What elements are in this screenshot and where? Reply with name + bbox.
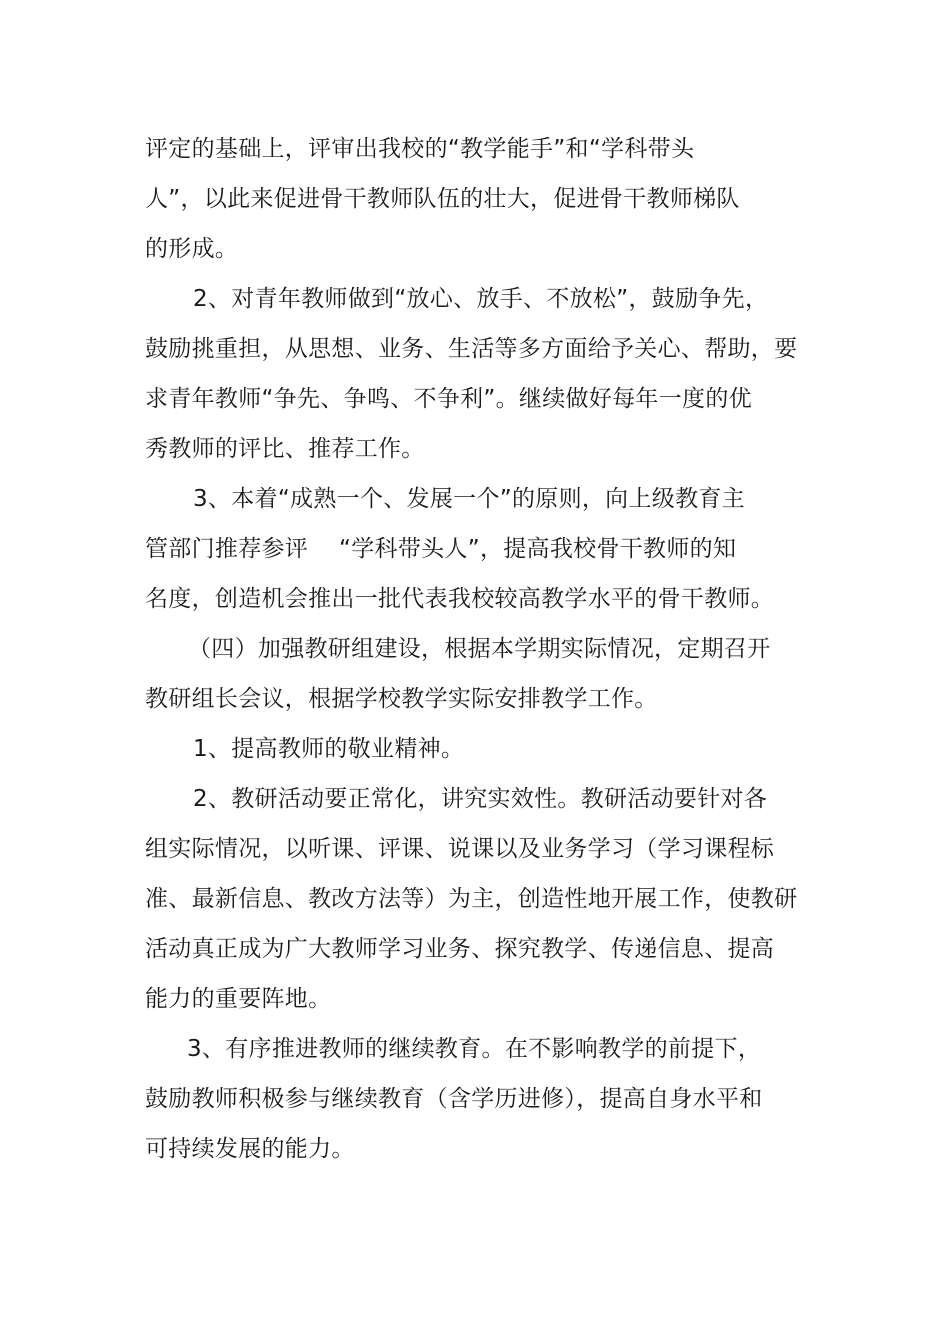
text-line: 求青年教师“争先、争鸣、不争利”。继续做好每年一度的优 [145, 386, 752, 412]
text-line: 名度，创造机会推出一批代表我校较高教学水平的骨干教师。 [145, 586, 775, 612]
text-line: 2、对青年教师做到“放心、放手、不放松”，鼓励争先， [193, 286, 769, 312]
text-line: 3、有序推进教师的继续教育。在不影响教学的前提下， [187, 1036, 762, 1062]
text-line: 可持续发展的能力。 [145, 1136, 355, 1162]
text-line: 评定的基础上，评审出我校的“教学能手”和“学科带头 [145, 136, 695, 162]
text-line: 秀教师的评比、推荐工作。 [145, 436, 425, 462]
text-line: （四）加强教研组建设，根据本学期实际情况，定期召开 [188, 636, 771, 662]
text-line: 鼓励挑重担，从思想、业务、生活等多方面给予关心、帮助，要 [145, 336, 798, 362]
text-line: 能力的重要阵地。 [145, 986, 332, 1012]
text-line: 1、提高教师的敬业精神。 [193, 736, 465, 762]
text-line: 的形成。 [145, 236, 239, 262]
text-line: 准、最新信息、教改方法等）为主，创造性地开展工作，使教研 [145, 886, 798, 912]
text-line: 教研组长会议，根据学校教学实际安排教学工作。 [145, 686, 658, 712]
text-line: 2、教研活动要正常化，讲究实效性。教研活动要针对各 [193, 786, 768, 812]
text-line: 活动真正成为广大教师学习业务、探究教学、传递信息、提高 [145, 936, 775, 962]
text-line: 管部门推荐参评 “学科带头人”，提高我校骨干教师的知 [145, 536, 737, 562]
text-line: 组实际情况，以听课、评课、说课以及业务学习（学习课程标 [145, 836, 775, 862]
text-line: 鼓励教师积极参与继续教育（含学历进修），提高自身水平和 [145, 1086, 763, 1112]
text-line: 人”，以此来促进骨干教师队伍的壮大，促进骨干教师梯队 [145, 186, 740, 212]
text-line: 3、本着“成熟一个、发展一个”的原则，向上级教育主 [193, 486, 745, 512]
